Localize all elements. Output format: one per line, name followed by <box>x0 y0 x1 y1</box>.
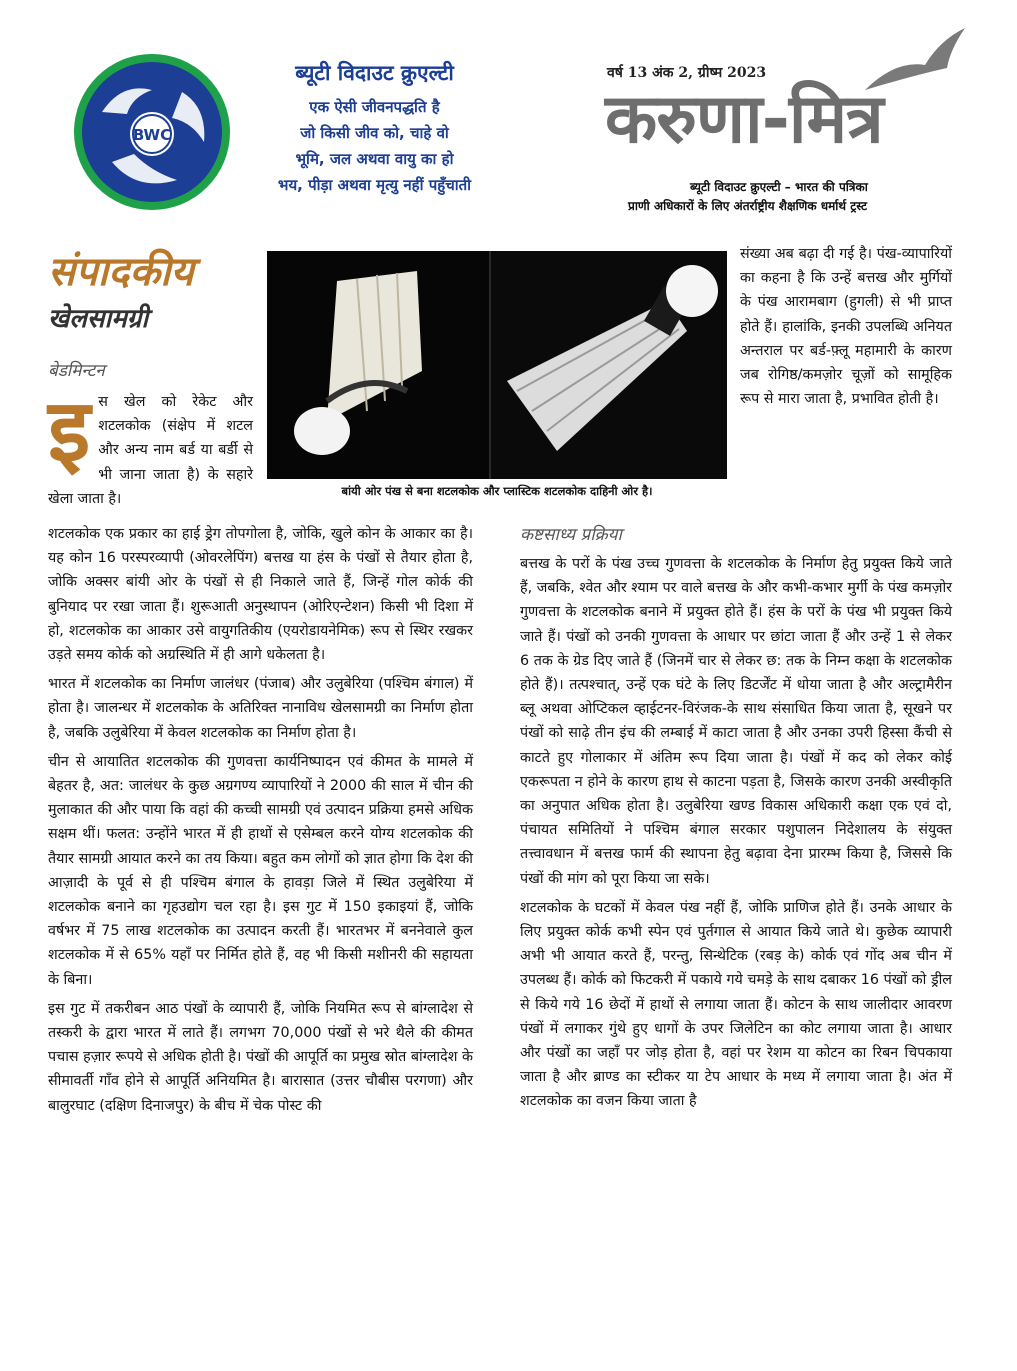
shuttlecock-photo <box>267 251 727 479</box>
paragraph: इस गुट में तकरीबन आठ पंखों के व्यापारी हैं, जोकि नियमित रूप से बांग्लादेश से तस्करी के द्वारा भारत में लाते हैं। लगभग 70,000 पंखों से भरे थैले की कीमत पचास हज़ार रूपये से अधिक होती है। पंखों की आपूर्ति का प्रमुख स्रोत बांग्लादेश के सीमावर्ती गाँव होने से आपूर्ति अनियमित है। बारासात (उत्तर चौबीस परगणा) और बालुरघाट (दक्षिण दिनाजपुर) के बीच में चेक पोस्ट की <box>48 1000 473 1114</box>
right-column <box>520 552 952 1119</box>
paragraph: भारत में शटलकोक का निर्माण जालंधर (पंजाब) और उलुबेरिया (पश्चिम बंगाल) में होता है। जालन्धर में शटलकोक के अतिरिक्त नानाविध खेलसामग्री का निर्माण होता है, जबकि उलुबेरिया में केवल शटलकोक का निर्माण होता है। <box>48 676 473 741</box>
section-heading-badminton: बेडमिन्टन <box>48 361 105 381</box>
left-column <box>48 522 473 1123</box>
masthead-title: करुणा-मित्र <box>605 80 883 159</box>
dropcap: इ <box>48 380 91 481</box>
bwc-logo <box>72 52 232 212</box>
tagline-title: ब्यूटी विदाउट क्रुएल्टी <box>295 61 454 85</box>
intro-block <box>48 380 253 511</box>
tagline-line: भय, पीड़ा अथवा मृत्यु नहीं पहुँचाती <box>277 176 472 194</box>
photo-caption: बांयी ओर पंख से बना शटलकोक और प्लास्टिक शटलकोक दाहिनी ओर है। <box>341 484 653 498</box>
tagline-line: जो किसी जीव को, चाहे वो <box>300 124 449 142</box>
editorial-title: संपादकीय <box>48 248 194 295</box>
paragraph: शटलकोक एक प्रकार का हाई ड्रेग तोपगोला है, जोकि, खुले कोन के आकार का है। यह कोन 16 परस्परव्यापी (ओवरलेपिंग) बत्तख या हंस के पंखों से तैयार होता है, जोकि अक्सर बांयी ओर के पंखों से ही निकाले जाते हैं, जिन्हें गोल कोर्क की बुनियाद पर रखा जाता हैं। शुरूआती अनुस्थापन (ओरिएन्टेशन) किसी भी दिशा में हो, शटलकोक का आकार उसे वायुगतिकीय (एयरोडायनेमिक) रूप से स्थिर रखकर उड़ते समय कोर्क को अग्रस्थिति में ही आगे धकेलता है। <box>48 526 473 664</box>
logo-text: BWC <box>132 126 172 144</box>
issue-info: वर्ष 13 अंक 2, ग्रीष्म 2023 <box>607 65 767 81</box>
tagline-line: भूमि, जल अथवा वायु का हो <box>295 150 454 168</box>
paragraph: संख्या अब बढ़ा दी गई है। पंख-व्यापारियों का कहना है कि उन्हें बत्तख और मुर्गियों के पंख आरामबाग (हुगली) से भी प्राप्त होते हैं। हालांकि, इनकी उपलब्धि अनियत अन्तराल पर बर्ड-फ़्लू महामारी के कारण जब रोगिष्ठ/कमज़ोर चूज़ों को सामूहिक रूप से मारा जाता है, प्रभावित होती है। <box>740 246 952 408</box>
right-column-top <box>740 242 952 416</box>
paragraph: चीन से आयातित शटलकोक की गुणवत्ता कार्यनिष्पादन एवं कीमत के मामले में बेहतर है, अत: जालंधर के कुछ अग्रगण्य व्यापारियों ने 2000 की साल में चीन की मुलाकात की और पाया कि वहां की कच्ची सामग्री एवं उत्पादन प्रक्रिया हमसे अधिक सक्षम थीं। फलत: उन्होंने भारत में ही हाथों से एसेम्बल करने योग्य शटलकोक की तैयार सामग्री आयात करने का तय किया। बहुत कम लोगों को ज्ञात होगा कि देश की आज़ादी के पूर्व से ही पश्चिम बंगाल के हावड़ा जिले में स्थित उलुबेरिया में शटलकोक बनाने का गृहउद्योग चल रहा है। इस गुट में 150 इकाइयां हैं, जोकि वर्षभर में 75 लाख शटलकोक का उत्पादन करती हैं। भारतभर में बननेवाले कुल शटलकोक में से 65% यहाँ पर निर्मित होते हैं, वह भी किसी मशीनरी की सहायता के बिना। <box>48 753 474 988</box>
tagline-line: एक ऐसी जीवनपद्धति है <box>309 98 440 116</box>
paragraph: शटलकोक के घटकों में केवल पंख नहीं हैं, जोकि प्राणिज होते हैं। उनके आधार के लिए प्रयुक्त कोर्क कभी स्पेन एवं पुर्तगाल से आयात किये जाते थे। कुछेक व्यापारी अभी भी आयात करते हैं, परन्तु, सिन्थेटिक (रबड़ के) कोर्क एवं गोंद अब चीन में उपलब्ध हैं। कोर्क को फिटकरी में पकाये गये चमड़े के साथ दबाकर 16 पंखों को ड्रील से किये गये 16 छेदों में हाथों से लगाया जाता हैं। कोटन के साथ जालीदार आवरण पंखों में लगाकर गुंथे हुए धागों के उपर जिलेटिन का कोट लगाया जाता है। आधार और पंखों का जहाँ पर जोड़ होता है, वहां पर रेशम या कोटन का रिबन चिपकाया जाता है और ब्राण्ड का स्टीकर या टेप आधार के मध्य में लगाया जाता है। अंत में शटलकोक का वजन किया जाता है <box>520 899 952 1110</box>
section-heading-process: कष्टसाध्य प्रक्रिया <box>520 525 622 545</box>
editorial-subtitle: खेलसामग्री <box>48 304 149 334</box>
masthead-tagline: प्राणी अधिकारों के लिए अंतर्राष्ट्रीय शैक्षणिक धर्मार्थ ट्रस्ट <box>628 199 868 213</box>
tagline <box>232 58 517 198</box>
masthead-subtitle: ब्यूटी विदाउट क्रुएल्टी – भारत की पत्रिका <box>690 180 868 194</box>
paragraph: बत्तख के परों के पंख उच्च गुणवत्ता के शटलकोक के निर्माण हेतु प्रयुक्त किये जाते हैं, जबकि, श्वेत और श्याम पर वाले बत्तख के और कभी-कभार मुर्गी के पंख कमज़ोर गुणवत्ता के शटलकोक बनाने में प्रयुक्त होते हैं। हंस के परों के पंख भी प्रयुक्त किये जाते हैं। पंखों को उनकी गुणवत्ता के आधार पर छांटा जाता हैं और उन्हें 1 से लेकर 6 तक के ग्रेड दिए जाते हैं (जिनमें चार से लेकर छ: तक के निम्न कक्षा के शटलकोक होते हैं)। तत्पश्चात्, उन्हें एक घंटे के लिए डिटर्जेंट में धोया जाता है और अल्ट्रामैरीन ब्लू अथवा ओप्टिकल व्हाईटनर-विरंजक-के साथ संसाधित किया जाता है, सूखने पर पंखों को साढ़े तीन इंच की लम्बाई में काटा जाता है और उनका उपरी हिस्सा कैंची से काटते हुए गोलाकार में अंतिम रूप दिया जाता है। पंखों में कद को लेकर कोई एकरूपता न होने के कारण हाथ से काटना पड़ता है, जिसके कारण उनकी अस्वीकृति का अनुपात अधिक होता है। उलुबेरिया खण्ड विकास अधिकारी कक्षा एक एवं दो, पंचायत समितियों ने पश्चिम बंगाल सरकार पशुपालन निदेशालय के संयुक्त तत्त्वावधान में बत्तख फार्म की स्थापना हेतु बढ़ावा देना प्रारम्भ किया है, जिससे कि पंखों की मांग को पूरा किया जा सके। <box>520 556 952 887</box>
intro-text: स खेल को रेकेट और शटलकोक (संक्षेप में शटल और अन्य नाम बर्ड या बर्डी से भी जाना जाता है) के सहारे खेला जाता है। <box>48 394 253 507</box>
